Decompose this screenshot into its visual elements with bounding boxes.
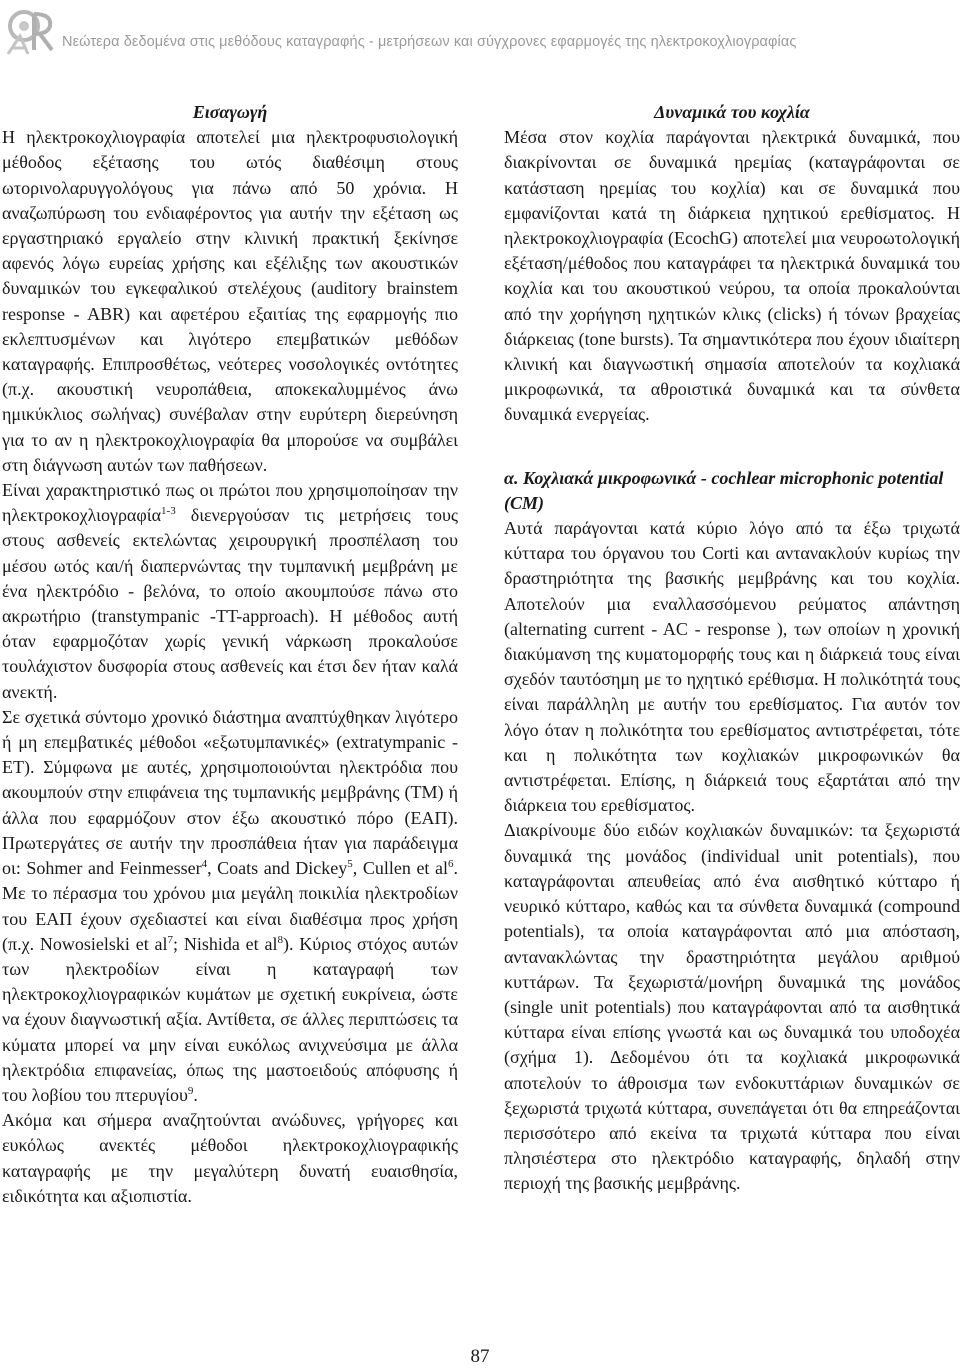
section-heading-cochlear-potentials: Δυναμικά του κοχλία bbox=[654, 102, 810, 122]
citation: 1-3 bbox=[161, 505, 176, 518]
page-header bbox=[0, 0, 960, 60]
citation: 4 bbox=[201, 858, 208, 871]
paragraph: Σε σχετικά σύντομο χρονικό διάστημα αναπτύχθηκαν λιγότερο ή μη επεμβατικές μέθοδοι «εξωτυμπανικές» (extratympanic - ET). Σύμφωνα με αυτές, χρησιμοποιούνται ηλεκτρόδια που ακουμπούν στην επιφάνεια της τυμπανικής μεμβράνης (TM) ή άλλα που εφαρμόζουν στον έξω ακουστικό πόρο (ΕΑΠ). Πρωτεργάτες σε αυτήν την προσπάθεια ήταν για παράδειγμα οι: Sohmer and Feinmesser$^4$, Coats and Dickey$^5$, Cullen et $al^6$. Με το πέρασμα του χρόνου μια μεγάλη ποικιλία ηλεκτροδίων του ΕΑΠ έχουν σχεδιαστεί και είναι διαθέσιμα προς χρήση (π.χ. Nowosielski et $al^7$; Nishida et $al^8$). Κύριος στόχος αυτών των ηλεκτροδίων είναι η καταγραφή των ηλεκτροκοχλιογραφικών κυμάτων με σχετική ευκρίνεια, ώστε να έχουν διαγνωστική αξία. Αντίθετα, σε άλλες περιπτώσεις τα κύματα μπορεί να μην είναι ευκόλως ανιχνεύσιμα με άλλα ηλεκτρόδια επιφανείας, όπως της μαστοειδούς απόφυσης ή του λοβίου του πτερυγίου$^9$. bbox=[2, 706, 459, 1105]
citation: 7 bbox=[167, 933, 174, 946]
citation: 8 bbox=[277, 933, 283, 946]
page-number: 87 bbox=[470, 1346, 490, 1367]
citation: 6 bbox=[448, 858, 454, 871]
paragraph: Διακρίνουμε δύο ειδών κοχλιακών δυναμικών: τα ξεχωριστά δυναμικά της μονάδος (individual unit potentials), που καταγράφονται απευθείας από ένα αισθητικό κύτταρο ή νευρικό κύτταρο, καθώς και τα σύνθετα δυναμικά (compound potentials), τα οποία καταγράφονται από μια απόσταση, αντανακλώντας την δραστηριότητα μεγάλου αριθμού κυττάρων. Τα ξεχωριστά/μονήρη δυναμικά της μονάδος (single unit potentials) που καταγράφονται από τα αισθητικά κύτταρα είναι επίσης γνωστά και ως δυναμικά του υποδοχέα (σχήμα 1). Δεδομένου ότι τα κοχλιακά μικροφωνικά αποτελούν το άθροισμα των ενδοκυττάριων δυναμικών σε ξεχωριστά τριχωτά κύτταρα, συνεπάγεται ότι θα επηρεάζονται περισσότερο από εκείνα τα τριχωτά κύτταρα που είναι πλησιέστερα στο ηλεκτρόδιο καταγραφής, δηλαδή στην περιοχή της βασικής μεμβράνης. bbox=[504, 820, 960, 1194]
subsection-heading: α. Κοχλιακά μικροφωνικά - cochlear microphonic potential (CM) bbox=[504, 467, 944, 513]
citation: 5 bbox=[347, 858, 353, 871]
paragraph: Η ηλεκτροκοχλιογραφία αποτελεί μια ηλεκτροφυσιολογική μέθοδος εξέτασης του ωτός διαθέσιμη στους ωτορινολαρυγγολόγους για πάνω από 50 χρόνια. Η αναζωπύρωση του ενδιαφέροντος για αυτήν την εξέταση ως εργαστηριακό εργαλείο στην κλινική πρακτική ξεκίνησε αφενός λόγω ευρείας χρήσης και εξέλιξης των ακουστικών δυναμικών του εγκεφαλικού στελέχους (auditory brainstem response - ABR) και αφετέρου εξαιτίας της εφαρμογής πιο εκλεπτυσμένων και λιγότερο επεμβατικών μεθόδων καταγραφής. Επιπροσθέτως, νεότερες νοσολογικές οντότητες (π.χ. ακουστική νευροπάθεια, αποκεκαλυμμένος άνω ημικύκλιος σωλήνας) συνέβαλαν στην ευρύτερη διερεύνηση για το αν η ηλεκτροκοχλιογραφία θα μπορούσε να συμβάλει στη διάγνωση αυτών των παθήσεων. bbox=[2, 127, 458, 475]
running-title: Νεώτερα δεδομένα στις μεθόδους καταγραφής - μετρήσεων και σύγχρονες εφαρμογές της ηλεκτροκοχλιογραφίας bbox=[62, 34, 797, 50]
paragraph: Ακόμα και σήμερα αναζητούνται ανώδυνες, γρήγορες και ευκόλως ανεκτές μέθοδοι ηλεκτροκοχλιογραφικής καταγραφής με την μεγαλύτερη δυνατή ευαισθησία, ειδικότητα και αξιοπιστία. bbox=[2, 1110, 458, 1206]
spacer bbox=[504, 428, 960, 466]
paragraph: Μέσα στον κοχλία παράγονται ηλεκτρικά δυναμικά, που διακρίνονται σε δυναμικά ηρεμίας (καταγράφονται σε κατάσταση ηρεμίας του κοχλία) και σε δυναμικά που εμφανίζονται κατά τη διάρκεια ηχητικού ερεθίσματος. Η ηλεκτροκοχλιογραφία (EcochG) αποτελεί μια νευροωτολογική εξέταση/μέθοδος που καταγράφει τα ηλεκτρικά δυναμικά του κοχλία και του ακουστικού νεύρου, τα οποία προκαλούνται από την χορήγηση ηχητικών κλικς (clicks) ή τόνων βραχείας διάρκειας (tone bursts). Τα σημαντικότερα που έχουν ιδιαίτερη κλινική και διαγνωστική σημασία αποτελούν τα κοχλιακά μικροφωνικά, τα αθροιστικά δυναμικά και τα σύνθετα δυναμικά ενεργείας. bbox=[504, 127, 960, 425]
paragraph: Αυτά παράγονται κατά κύριο λόγο από τα έξω τριχωτά κύτταρα του όργανου του Corti και αντανακλούν κυρίως την δραστηριότητα της βασικής μεμβράνης και του κοχλία. Αποτελούν μια εναλλασσόμενου ρεύματος απάντηση (alternating current - AC - response ), των οποίων η χρονική διακύμανση της κυματομορφής τους και η διάρκειά τους είναι σχεδόν ταυτόσημη με το ηχητικό ερέθισμα. Η πολικότητά τους είναι παράλληλη με αυτήν του ερεθίσματος. Για αυτόν τον λόγο όταν η πολικότητα του ερεθίσματος αντιστρέφεται, τότε και η πολικότητα των κοχλιακών μικροφωνικών θα αντιστρέφεται. Επίσης, η διάρκειά τους εξαρτάται από την διάρκεια του ερεθίσματος. bbox=[504, 518, 960, 816]
right-column bbox=[504, 100, 960, 1197]
left-column bbox=[2, 100, 458, 1209]
paragraph: Είναι χαρακτηριστικό πως οι πρώτοι που χρησιμοποίησαν την ηλεκτροκοχλιογραφία$^{1-3}$ διενεργούσαν τις μετρήσεις τους στους ασθενείς εκτελώντας χειρουργική προσπέλαση του μέσου ωτός και/ή διαπερνώντας την τυμπανική μεμβράνη με ένα ηλεκτρόδιο - βελόνα, το οποίο ακουμπούσε πάνω στο ακρωτήριο (transtympanic -TT-approach). Η μέθοδος αυτή όταν εφαρμοζόταν χωρίς γενική νάρκωση προκαλούσε τουλάχιστον δυσφορία στους ασθενείς και έτσι δεν ήταν καλά ανεκτή. bbox=[2, 480, 458, 702]
section-heading-introduction: Εισαγωγή bbox=[192, 102, 268, 122]
journal-logo-icon bbox=[4, 6, 58, 58]
citation: 9 bbox=[187, 1084, 194, 1097]
